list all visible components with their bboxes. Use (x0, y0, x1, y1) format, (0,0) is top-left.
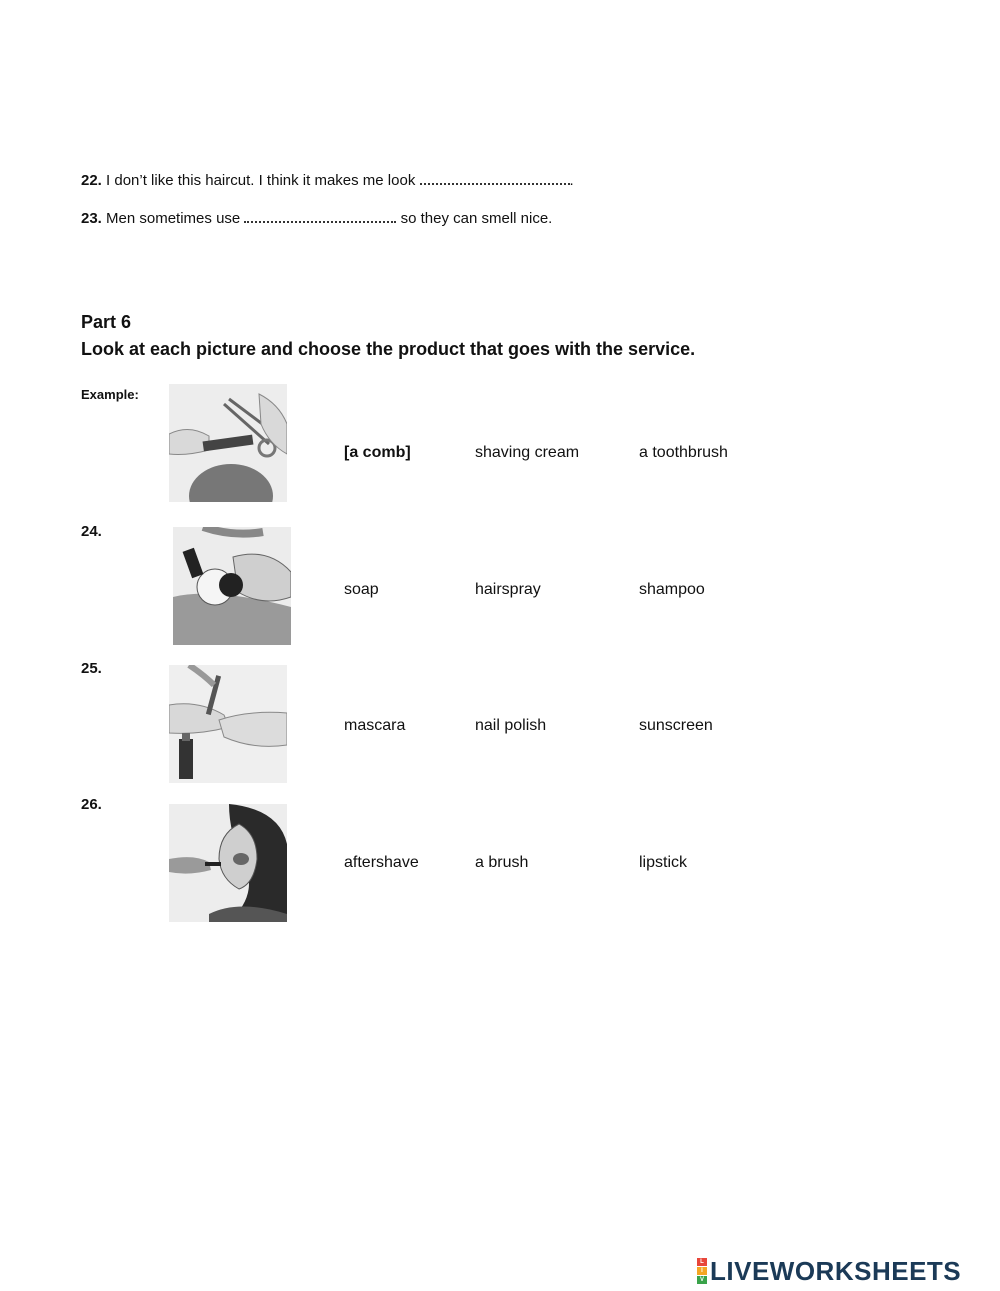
option-26-3[interactable]: lipstick (639, 854, 688, 871)
haircut-picture (169, 384, 287, 502)
makeup-picture (169, 804, 287, 922)
option-25-1[interactable]: mascara (344, 717, 406, 734)
answer-blank-23[interactable] (244, 209, 396, 223)
question-number: 22. (81, 172, 102, 189)
logo-text: LIVEWORKSHEETS (710, 1255, 962, 1286)
option-example-3: a toothbrush (639, 444, 728, 461)
question-end: so they can smell nice. (400, 210, 553, 227)
question-end: . (569, 172, 574, 189)
makeup-application-image (169, 804, 287, 922)
manicure-picture (169, 665, 287, 783)
option-25-2[interactable]: nail polish (475, 717, 547, 734)
answer-blank-22[interactable] (420, 171, 570, 185)
logo-block-l: L (697, 1258, 707, 1266)
logo-blocks-icon (697, 1258, 707, 1284)
item-label-24: 24. (81, 523, 102, 540)
question-number: 23. (81, 210, 102, 227)
item-label-25: 25. (81, 660, 102, 677)
option-24-1[interactable]: soap (344, 581, 379, 598)
haircut-comb-scissors-image (169, 384, 287, 502)
question-22 (81, 171, 574, 189)
option-example-1: [a comb] (344, 444, 411, 461)
example-label: Example: (81, 387, 139, 402)
logo-block-i: I (697, 1267, 707, 1275)
option-26-1[interactable]: aftershave (344, 854, 419, 871)
option-24-2[interactable]: hairspray (475, 581, 541, 598)
logo-block-v: V (697, 1276, 707, 1284)
question-text: Men sometimes use (106, 210, 241, 227)
option-26-2[interactable]: a brush (475, 854, 529, 871)
manicure-image (169, 665, 287, 783)
hair-washing-image (173, 527, 291, 645)
option-24-3[interactable]: shampoo (639, 581, 705, 598)
part-instruction: Look at each picture and choose the product that goes with the service. (81, 339, 696, 359)
question-text: I don’t like this haircut. I think it makes me look (106, 172, 416, 189)
option-example-2: shaving cream (475, 444, 580, 461)
item-label-26: 26. (81, 796, 102, 813)
question-23 (81, 209, 552, 227)
option-25-3[interactable]: sunscreen (639, 717, 713, 734)
liveworksheets-logo (697, 1257, 961, 1285)
hair-washing-picture (173, 527, 291, 645)
part-title: Part 6 (81, 312, 132, 332)
